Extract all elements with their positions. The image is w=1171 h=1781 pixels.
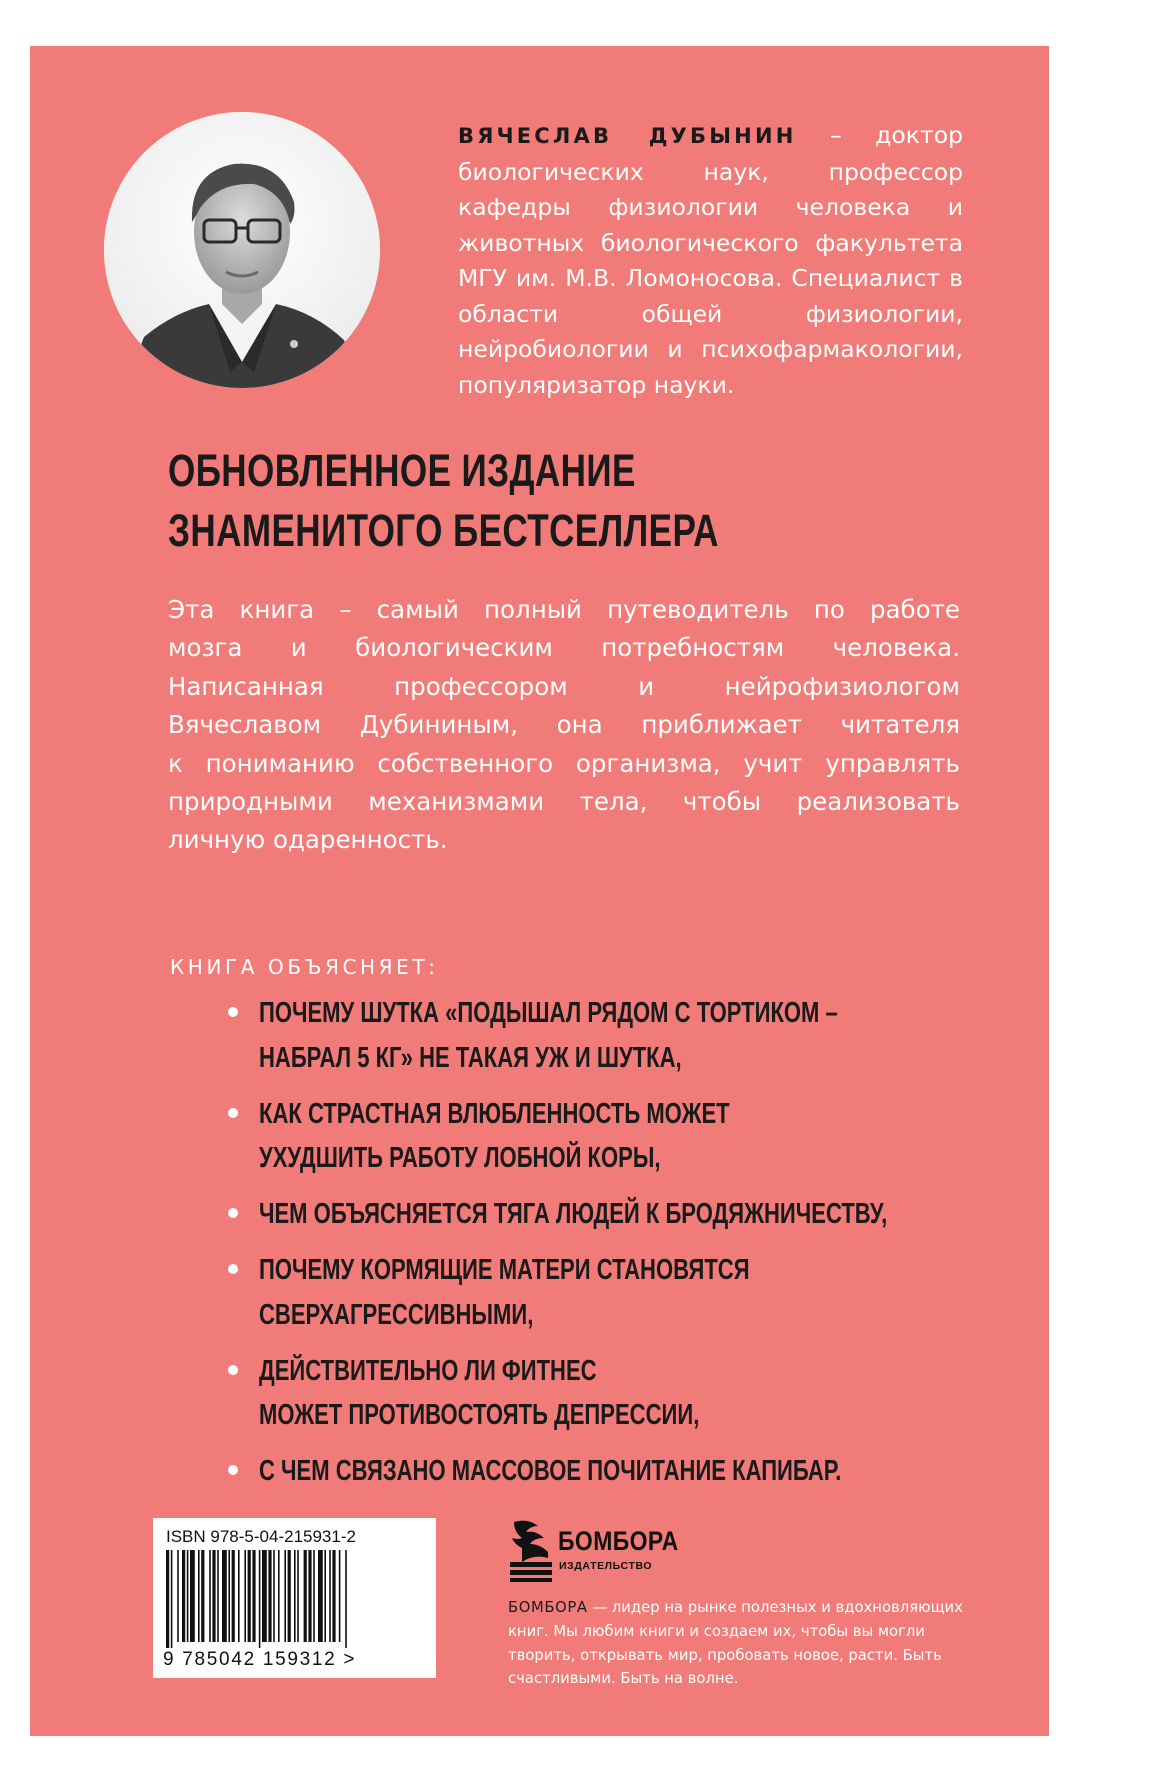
- bombora-wave-logo-icon: [508, 1518, 554, 1582]
- list-item-line: КАК СТРАСТНАЯ ВЛЮБЛЕННОСТЬ МОЖЕТ: [259, 1097, 730, 1130]
- list-item: [259, 1248, 1019, 1337]
- author-portrait: [104, 112, 380, 388]
- list-item: [259, 1192, 1019, 1237]
- description-line: природными механизмами тела, чтобы реализовать: [168, 787, 960, 817]
- headline: [168, 441, 792, 561]
- bullet-dot-icon: [228, 1465, 238, 1475]
- book-back-cover: [30, 46, 1049, 1736]
- barcode-icon: [164, 1550, 426, 1648]
- list-item-line: ЧЕМ ОБЪЯСНЯЕТСЯ ТЯГА ЛЮДЕЙ К БРОДЯЖНИЧЕСТВУ,: [259, 1198, 888, 1230]
- headline-line-1: ОБНОВЛЕННОЕ ИЗДАНИЕ: [168, 445, 636, 496]
- description-line: Написанная профессором и нейрофизиологом: [168, 671, 960, 701]
- list-item-line: ДЕЙСТВИТЕЛЬНО ЛИ ФИТНЕС: [259, 1354, 597, 1387]
- bullet-dot-icon: [228, 1208, 238, 1218]
- list-item: [259, 1349, 1019, 1438]
- barcode-digits: 9 785042 159312 >: [163, 1649, 357, 1670]
- publisher-description: [508, 1596, 978, 1691]
- publisher-name: БОМБОРА: [508, 1599, 588, 1616]
- publisher-tagline: — лидер на рынке полезных и вдохновляющих книг. Мы любим книги и создаем их, чтобы вы могли творить, открывать мир, пробовать новое, расти. Быть счастливыми. Быть на волне.: [508, 1599, 963, 1688]
- list-item-line: СВЕРХАГРЕССИВНЫМИ,: [259, 1298, 534, 1331]
- publisher-logo-name: БОМБОРА: [558, 1526, 679, 1556]
- author-bio: [458, 118, 963, 403]
- description-line: личную одаренность.: [168, 825, 448, 855]
- isbn-number: ISBN 978-5-04-215931-2: [166, 1527, 356, 1546]
- list-item-line: ПОЧЕМУ КОРМЯЩИЕ МАТЕРИ СТАНОВЯТСЯ: [259, 1254, 750, 1286]
- author-bio-text: – доктор биологических наук, профессор кафедры физиологии человека и животных биологического факультета МГУ им. М.В. Ломоносова. Специалист в области общей физиологии, нейробиологии и психофармакологии, популяризатор науки.: [458, 121, 963, 399]
- list-item: [259, 991, 1019, 1080]
- bullet-dot-icon: [228, 1365, 238, 1375]
- list-item: [259, 1092, 1019, 1181]
- bullet-dot-icon: [228, 1108, 238, 1118]
- list-item-line: С ЧЕМ СВЯЗАНО МАССОВОЕ ПОЧИТАНИЕ КАПИБАР.: [259, 1455, 842, 1487]
- description-line: мозга и биологическим потребностям человека.: [168, 633, 960, 663]
- description-line: к пониманию собственного организма, учит управлять: [168, 748, 960, 778]
- list-item-line: МОЖЕТ ПРОТИВОСТОЯТЬ ДЕПРЕССИИ,: [259, 1399, 700, 1431]
- list-heading: КНИГА ОБЪЯСНЯЕТ:: [170, 955, 439, 979]
- publisher-logo: [508, 1518, 738, 1588]
- publisher-logo-subtitle: ИЗДАТЕЛЬСТВО: [559, 1560, 653, 1572]
- list-item-line: УХУДШИТЬ РАБОТУ ЛОБНОЙ КОРЫ,: [259, 1142, 661, 1174]
- isbn-barcode: [153, 1518, 436, 1678]
- description-line: Вячеславом Дубининым, она приближает читателя: [168, 710, 960, 740]
- author-photo-icon: [104, 112, 380, 388]
- book-description: [168, 591, 960, 860]
- list-item-line: ПОЧЕМУ ШУТКА «ПОДЫШАЛ РЯДОМ С ТОРТИКОМ –: [259, 997, 838, 1029]
- author-name: ВЯЧЕСЛАВ ДУБЫНИН: [458, 124, 797, 148]
- list-item-line: НАБРАЛ 5 КГ» НЕ ТАКАЯ УЖ И ШУТКА,: [259, 1041, 682, 1074]
- explains-list: [259, 991, 1019, 1505]
- headline-line-2: ЗНАМЕНИТОГО БЕСТСЕЛЛЕРА: [168, 505, 719, 556]
- bullet-dot-icon: [228, 1007, 238, 1017]
- list-item: [259, 1449, 1019, 1494]
- description-line: Эта книга – самый полный путеводитель по работе: [168, 595, 960, 624]
- bullet-dot-icon: [228, 1264, 238, 1274]
